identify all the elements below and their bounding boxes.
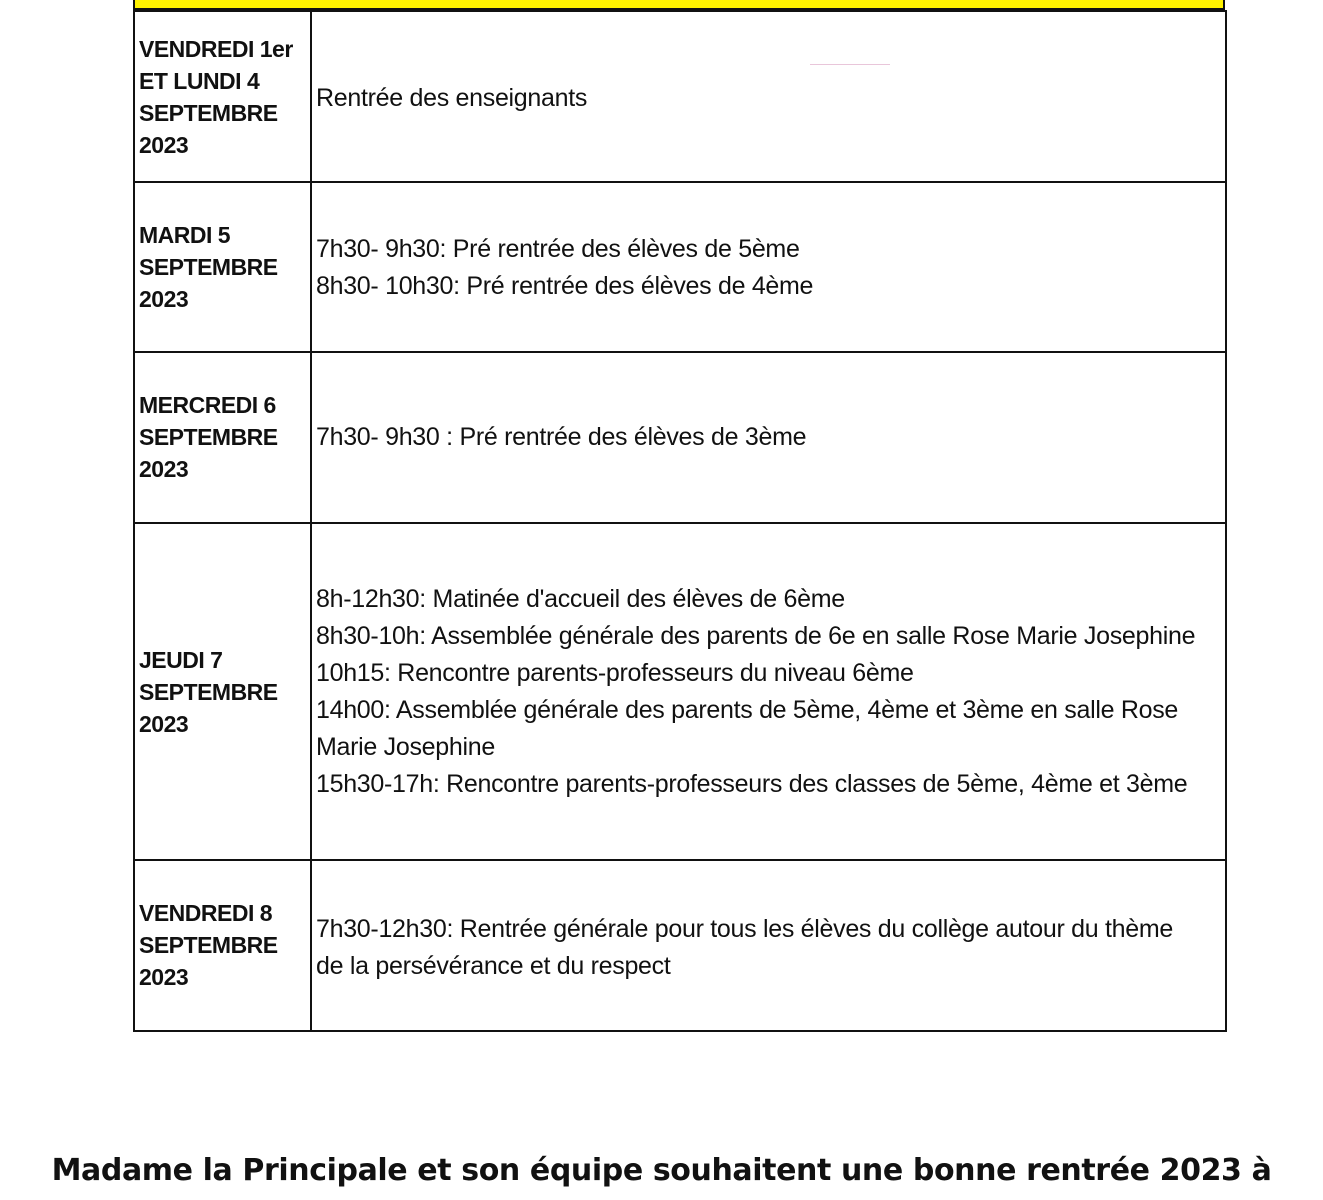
event-cell xyxy=(311,11,1226,182)
date-cell xyxy=(134,860,311,1031)
date-cell xyxy=(134,182,311,352)
schedule-table xyxy=(133,10,1227,1032)
date-label: VENDREDI 8 SEPTEMBRE 2023 xyxy=(139,900,278,990)
event-line: 14h00: Assemblée générale des parents de 5ème, 4ème et 3ème en salle Rose Marie Josephine xyxy=(316,695,1178,761)
event-line: 8h30-10h: Assemblée générale des parents de 6e en salle Rose Marie Josephine xyxy=(316,621,1196,650)
event-cell xyxy=(311,352,1226,523)
event-cell xyxy=(311,182,1226,352)
date-cell xyxy=(134,352,311,523)
event-cell xyxy=(311,523,1226,860)
closing-message: Madame la Principale et son équipe souhaitent une bonne rentrée 2023 à xyxy=(51,1153,1272,1188)
event-line: Rentrée des enseignants xyxy=(316,84,588,112)
event-line: 8h-12h30: Matinée d'accueil des élèves de 6ème xyxy=(316,584,845,613)
table-row xyxy=(134,860,1226,1031)
event-line: 8h30- 10h30: Pré rentrée des élèves de 4ème xyxy=(316,272,814,300)
table-row xyxy=(134,182,1226,352)
table-row xyxy=(134,523,1226,860)
event-line: 7h30- 9h30 : Pré rentrée des élèves de 3ème xyxy=(316,423,807,451)
event-line: 7h30-12h30: Rentrée générale pour tous les élèves du collège autour du thème de la persévérance et du respect xyxy=(316,915,1173,980)
date-label: MARDI 5 SEPTEMBRE 2023 xyxy=(139,222,278,312)
table-row xyxy=(134,11,1226,182)
event-line: 10h15: Rencontre parents-professeurs du niveau 6ème xyxy=(316,658,914,687)
date-label: VENDREDI 1er ET LUNDI 4 SEPTEMBRE 2023 xyxy=(139,35,293,158)
date-cell xyxy=(134,523,311,860)
header-band xyxy=(133,0,1225,10)
event-cell xyxy=(311,860,1226,1031)
date-label: MERCREDI 6 SEPTEMBRE 2023 xyxy=(139,392,278,482)
event-line: 15h30-17h: Rencontre parents-professeurs des classes de 5ème, 4ème et 3ème xyxy=(316,769,1188,798)
event-line: 7h30- 9h30: Pré rentrée des élèves de 5ème xyxy=(316,235,800,263)
date-cell xyxy=(134,11,311,182)
date-label: JEUDI 7 SEPTEMBRE 2023 xyxy=(139,646,278,737)
table-row xyxy=(134,352,1226,523)
